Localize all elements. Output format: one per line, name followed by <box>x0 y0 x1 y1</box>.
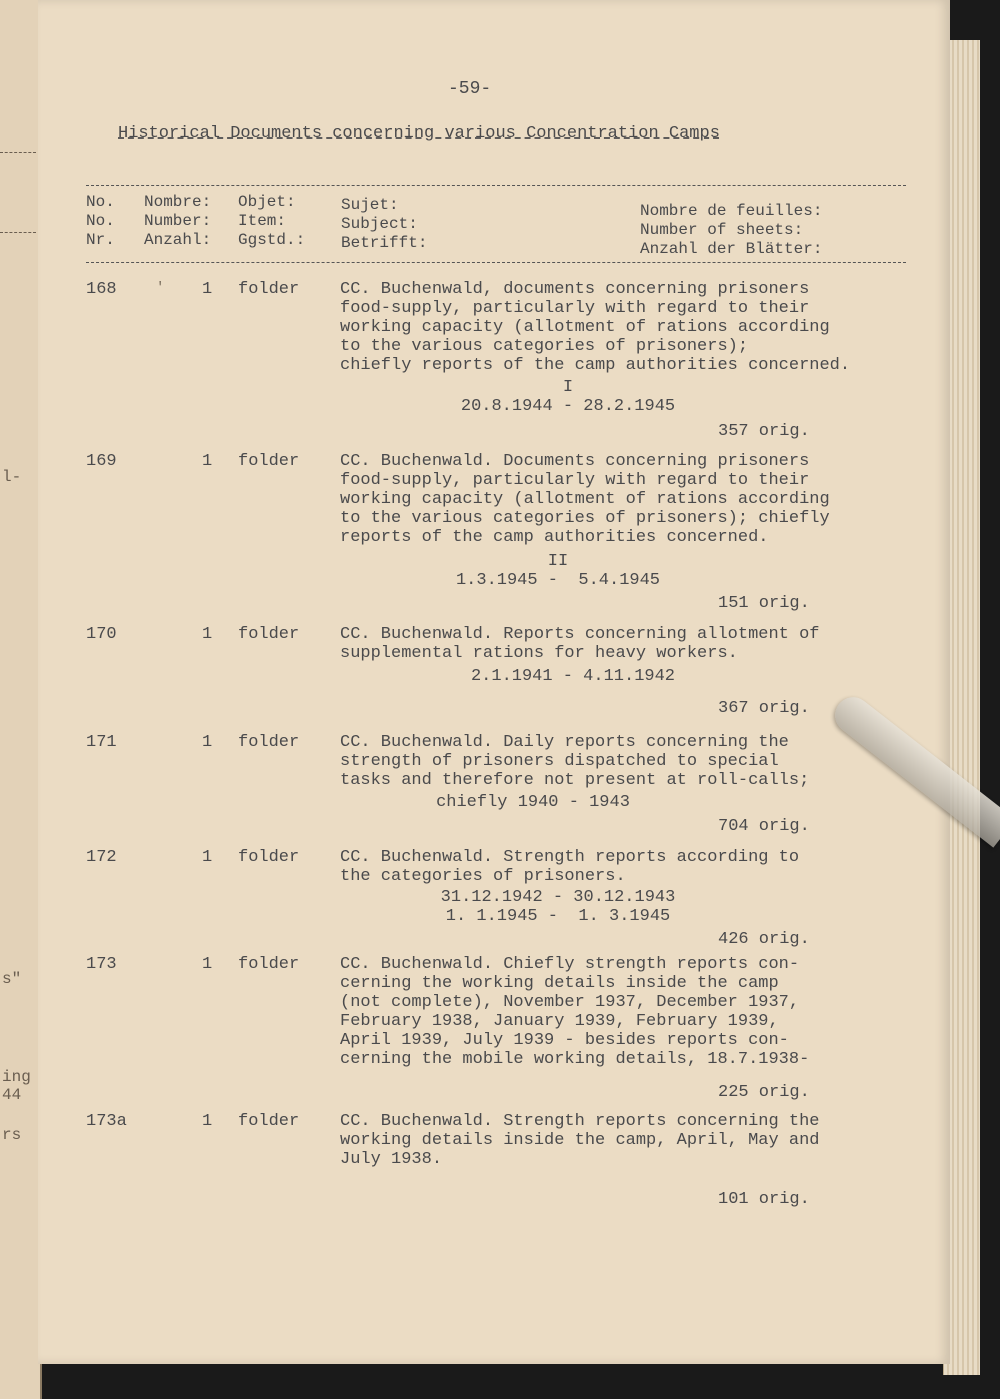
header-col-sheets: Nombre de feuilles: Number of sheets: Anzahl der Blätter: <box>640 202 823 258</box>
entry-number: 1 <box>202 1112 213 1131</box>
entry-sheets: 101 orig. <box>718 1190 810 1209</box>
entry-dates: 31.12.1942 - 30.12.1943 1. 1.1945 - 1. 3.1945 <box>440 888 676 926</box>
entry-dates: chiefly 1940 - 1943 <box>436 793 630 812</box>
entry-no: 172 <box>86 848 117 867</box>
entry-no: 173a <box>86 1112 127 1131</box>
entry-item: folder <box>238 280 300 299</box>
page-title: Historical Documents concerning various Concentration Camps <box>118 124 720 143</box>
entry-description: CC. Buchenwald. Chiefly strength reports con- cerning the working details inside the camp (not complete), November 1937, December 1937, February 1938, January 1939, February 1939, April 1939, July 1939 - besides reports con- cerning the mobile working details, 18.7.1938- <box>340 955 810 1069</box>
entry-dates: II 1.3.1945 - 5.4.1945 <box>455 552 661 590</box>
entry-item: folder <box>238 625 300 644</box>
entry-dates: I 20.8.1944 - 28.2.1945 <box>460 378 676 416</box>
left-page-rule <box>0 232 36 233</box>
entry-description: CC. Buchenwald, documents concerning prisoners food-supply, particularly with regard to their working capacity (allotment of rations according to the various categories of prisoners); chiefly reports of the camp authorities concerned. <box>340 280 851 375</box>
left-page-fragment: ing <box>2 1068 31 1086</box>
entry-item: folder <box>238 848 300 867</box>
header-col-subject: Sujet: Subject: Betrifft: <box>341 196 428 252</box>
left-page-fragment: rs <box>2 1126 22 1144</box>
entry-number: 1 <box>202 848 213 867</box>
entry-item: folder <box>238 1112 300 1131</box>
entry-number: 1 <box>202 452 213 471</box>
entry-sheets: 225 orig. <box>718 1083 810 1102</box>
left-page-rule <box>0 152 36 153</box>
left-page-edge <box>0 0 42 1399</box>
entry-number: 1 <box>202 733 213 752</box>
entry-item: folder <box>238 733 300 752</box>
page-number: -59- <box>448 79 492 99</box>
entry-item: folder <box>238 452 300 471</box>
entry-sheets: 367 orig. <box>718 699 810 718</box>
entry-description: CC. Buchenwald. Reports concerning allotment of supplemental rations for heavy workers. <box>340 625 820 663</box>
header-col-no: No. No. Nr. <box>86 193 115 249</box>
entry-no: 173 <box>86 955 117 974</box>
left-page-fragment: l- <box>2 468 22 486</box>
left-page-fragment: 44 <box>2 1086 22 1104</box>
entry-sheets: 357 orig. <box>718 422 810 441</box>
entry-no: 171 <box>86 733 117 752</box>
header-top-rule <box>86 185 906 186</box>
entry-number: 1 <box>202 625 213 644</box>
header-col-item: Objet: Item: Ggstd.: <box>238 193 306 249</box>
entry-description: CC. Buchenwald. Strength reports according to the categories of prisoners. <box>340 848 800 886</box>
entry-description: CC. Buchenwald. Documents concerning prisoners food-supply, particularly with regard to their working capacity (allotment of rations according to the various categories of prisoners); chiefly reports of the camp authorities concerned. <box>340 452 830 547</box>
header-bottom-rule <box>86 262 906 263</box>
entry-sheets: 151 orig. <box>718 594 810 613</box>
entry-description: CC. Buchenwald. Daily reports concerning the strength of prisoners dispatched to special tasks and therefore not present at roll-calls; <box>340 733 810 790</box>
entry-no: 168 <box>86 280 117 299</box>
entry-number: 1 <box>202 955 213 974</box>
entry-no: 169 <box>86 452 117 471</box>
entry-number: 1 <box>202 280 213 299</box>
document-page <box>38 0 950 1364</box>
entry-dates: 2.1.1941 - 4.11.1942 <box>470 667 676 686</box>
left-page-fragment: s" <box>2 970 22 988</box>
entry-sheets: 426 orig. <box>718 930 810 949</box>
entry-item: folder <box>238 955 300 974</box>
entry-no: 170 <box>86 625 117 644</box>
entry-sheets: 704 orig. <box>718 817 810 836</box>
pencil-mark: ' <box>156 280 165 296</box>
entry-description: CC. Buchenwald. Strength reports concerning the working details inside the camp, April, May and July 1938. <box>340 1112 820 1169</box>
header-col-number: Nombre: Number: Anzahl: <box>144 193 212 249</box>
